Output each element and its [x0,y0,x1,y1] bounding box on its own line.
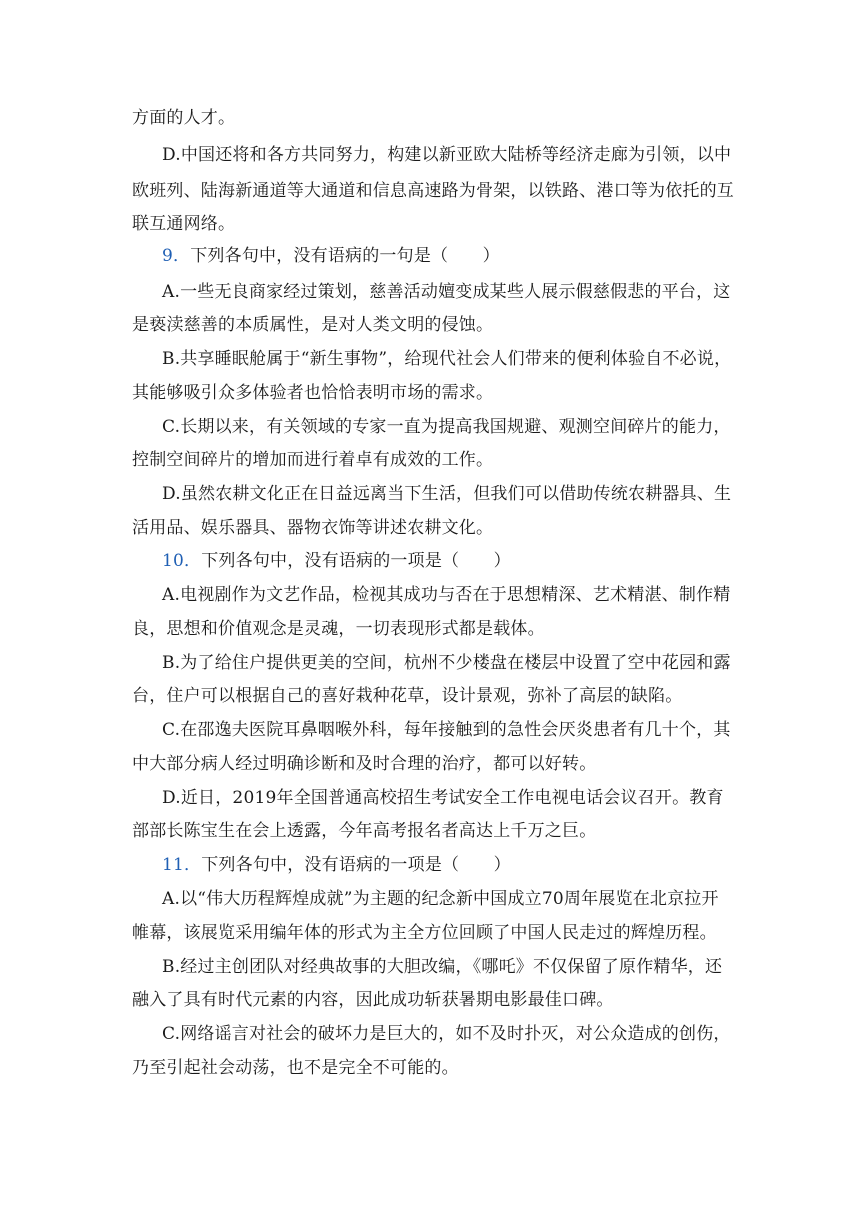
q10-option-a-line-2: 良，思想和价值观念是灵魂，一切表现形式都是载体。 [132,619,545,639]
question-11-stem-row [162,853,511,877]
q11-option-a-line-2: 帷幕，该展览采用编年体的形式为主全方位回顾了中国人民走过的辉煌历程。 [132,923,717,943]
q11-option-b-line-1: B.经过主创团队对经典故事的大胆改编，《哪吒》不仅保留了原作精华，还 [162,957,723,977]
q11-option-c-line-1: C.网络谣言对社会的破坏力是巨大的，如不及时扑灭，对公众造成的创伤， [162,1024,731,1044]
q10-option-c-line-2: 中大部分病人经过明确诊断和及时合理的治疗，都可以好转。 [132,754,597,774]
q10-option-b-line-1: B.为了给住户提供更美的空间，杭州不少楼盘在楼层中设置了空中花园和露 [162,653,731,673]
q10-option-b-line-2: 台，住户可以根据自己的喜好栽种花草，设计景观，弥补了高层的缺陷。 [132,686,683,706]
q11-option-a-line-1: A.以“伟大历程辉煌成就”为主题的纪念新中国成立70周年展览在北京拉开 [162,889,719,909]
q9-option-d-line-1: D.虽然农耕文化正在日益远离当下生活，但我们可以借助传统农耕器具、生 [162,484,732,504]
q11-option-b-line-2: 融入了具有时代元素的内容，因此成功斩获暑期电影最佳口碑。 [132,990,614,1010]
question-number: 9． [162,246,191,266]
q11-option-c-line-2: 乃至引起社会动荡，也不是完全不可能的。 [132,1058,459,1078]
q9-option-a-line-1: A.一些无良商家经过策划，慈善活动嬗变成某些人展示假慈假悲的平台，这 [162,282,731,302]
question-9-stem-row [162,244,500,268]
q9-option-b-line-1: B.共享睡眠舱属于“新生事物”，给现代社会人们带来的便利体验自不必说， [162,349,732,369]
q10-option-d-line-2: 部部长陈宝生在会上透露，今年高考报名者高达上千万之巨。 [132,821,597,841]
q9-option-d-line-2: 活用品、娱乐器具、器物衣饰等讲述农耕文化。 [132,518,494,538]
question-stem: 下列各句中，没有语病的一句是（ ） [190,246,500,266]
question-number: 11． [162,855,202,875]
q9-option-a-line-2: 是亵渎慈善的本质属性，是对人类文明的侵蚀。 [132,315,494,335]
q10-option-d-line-1: D.近日，2019年全国普通高校招生考试安全工作电视电话会议召开。教育 [162,788,724,808]
continuation-text: 方面的人才。 [132,108,236,128]
question-10-stem-row [162,549,511,573]
option-d-line-3: 联互通网络。 [132,214,236,234]
option-d-line-2: 欧班列、陆海新通道等大通道和信息高速路为骨架，以铁路、港口等为依托的互 [132,181,734,201]
option-d-line-1: D.中国还将和各方共同努力，构建以新亚欧大陆桥等经济走廊为引领，以中 [162,145,732,165]
q9-option-c-line-2: 控制空间碎片的增加而进行着卓有成效的工作。 [132,450,494,470]
q9-option-c-line-1: C.长期以来，有关领域的专家一直为提高我国规避、观测空间碎片的能力， [162,417,731,437]
q10-option-c-line-1: C.在邵逸夫医院耳鼻咽喉外科，每年接触到的急性会厌炎患者有几十个，其 [162,720,731,740]
question-stem: 下列各句中，没有语病的一项是（ ） [201,551,511,571]
q10-option-a-line-1: A.电视剧作为文艺作品，检视其成功与否在于思想精深、艺术精湛、制作精 [162,585,731,605]
question-stem: 下列各句中，没有语病的一项是（ ） [201,855,511,875]
q9-option-b-line-2: 其能够吸引众多体验者也恰恰表明市场的需求。 [132,383,494,403]
question-number: 10． [162,551,202,571]
